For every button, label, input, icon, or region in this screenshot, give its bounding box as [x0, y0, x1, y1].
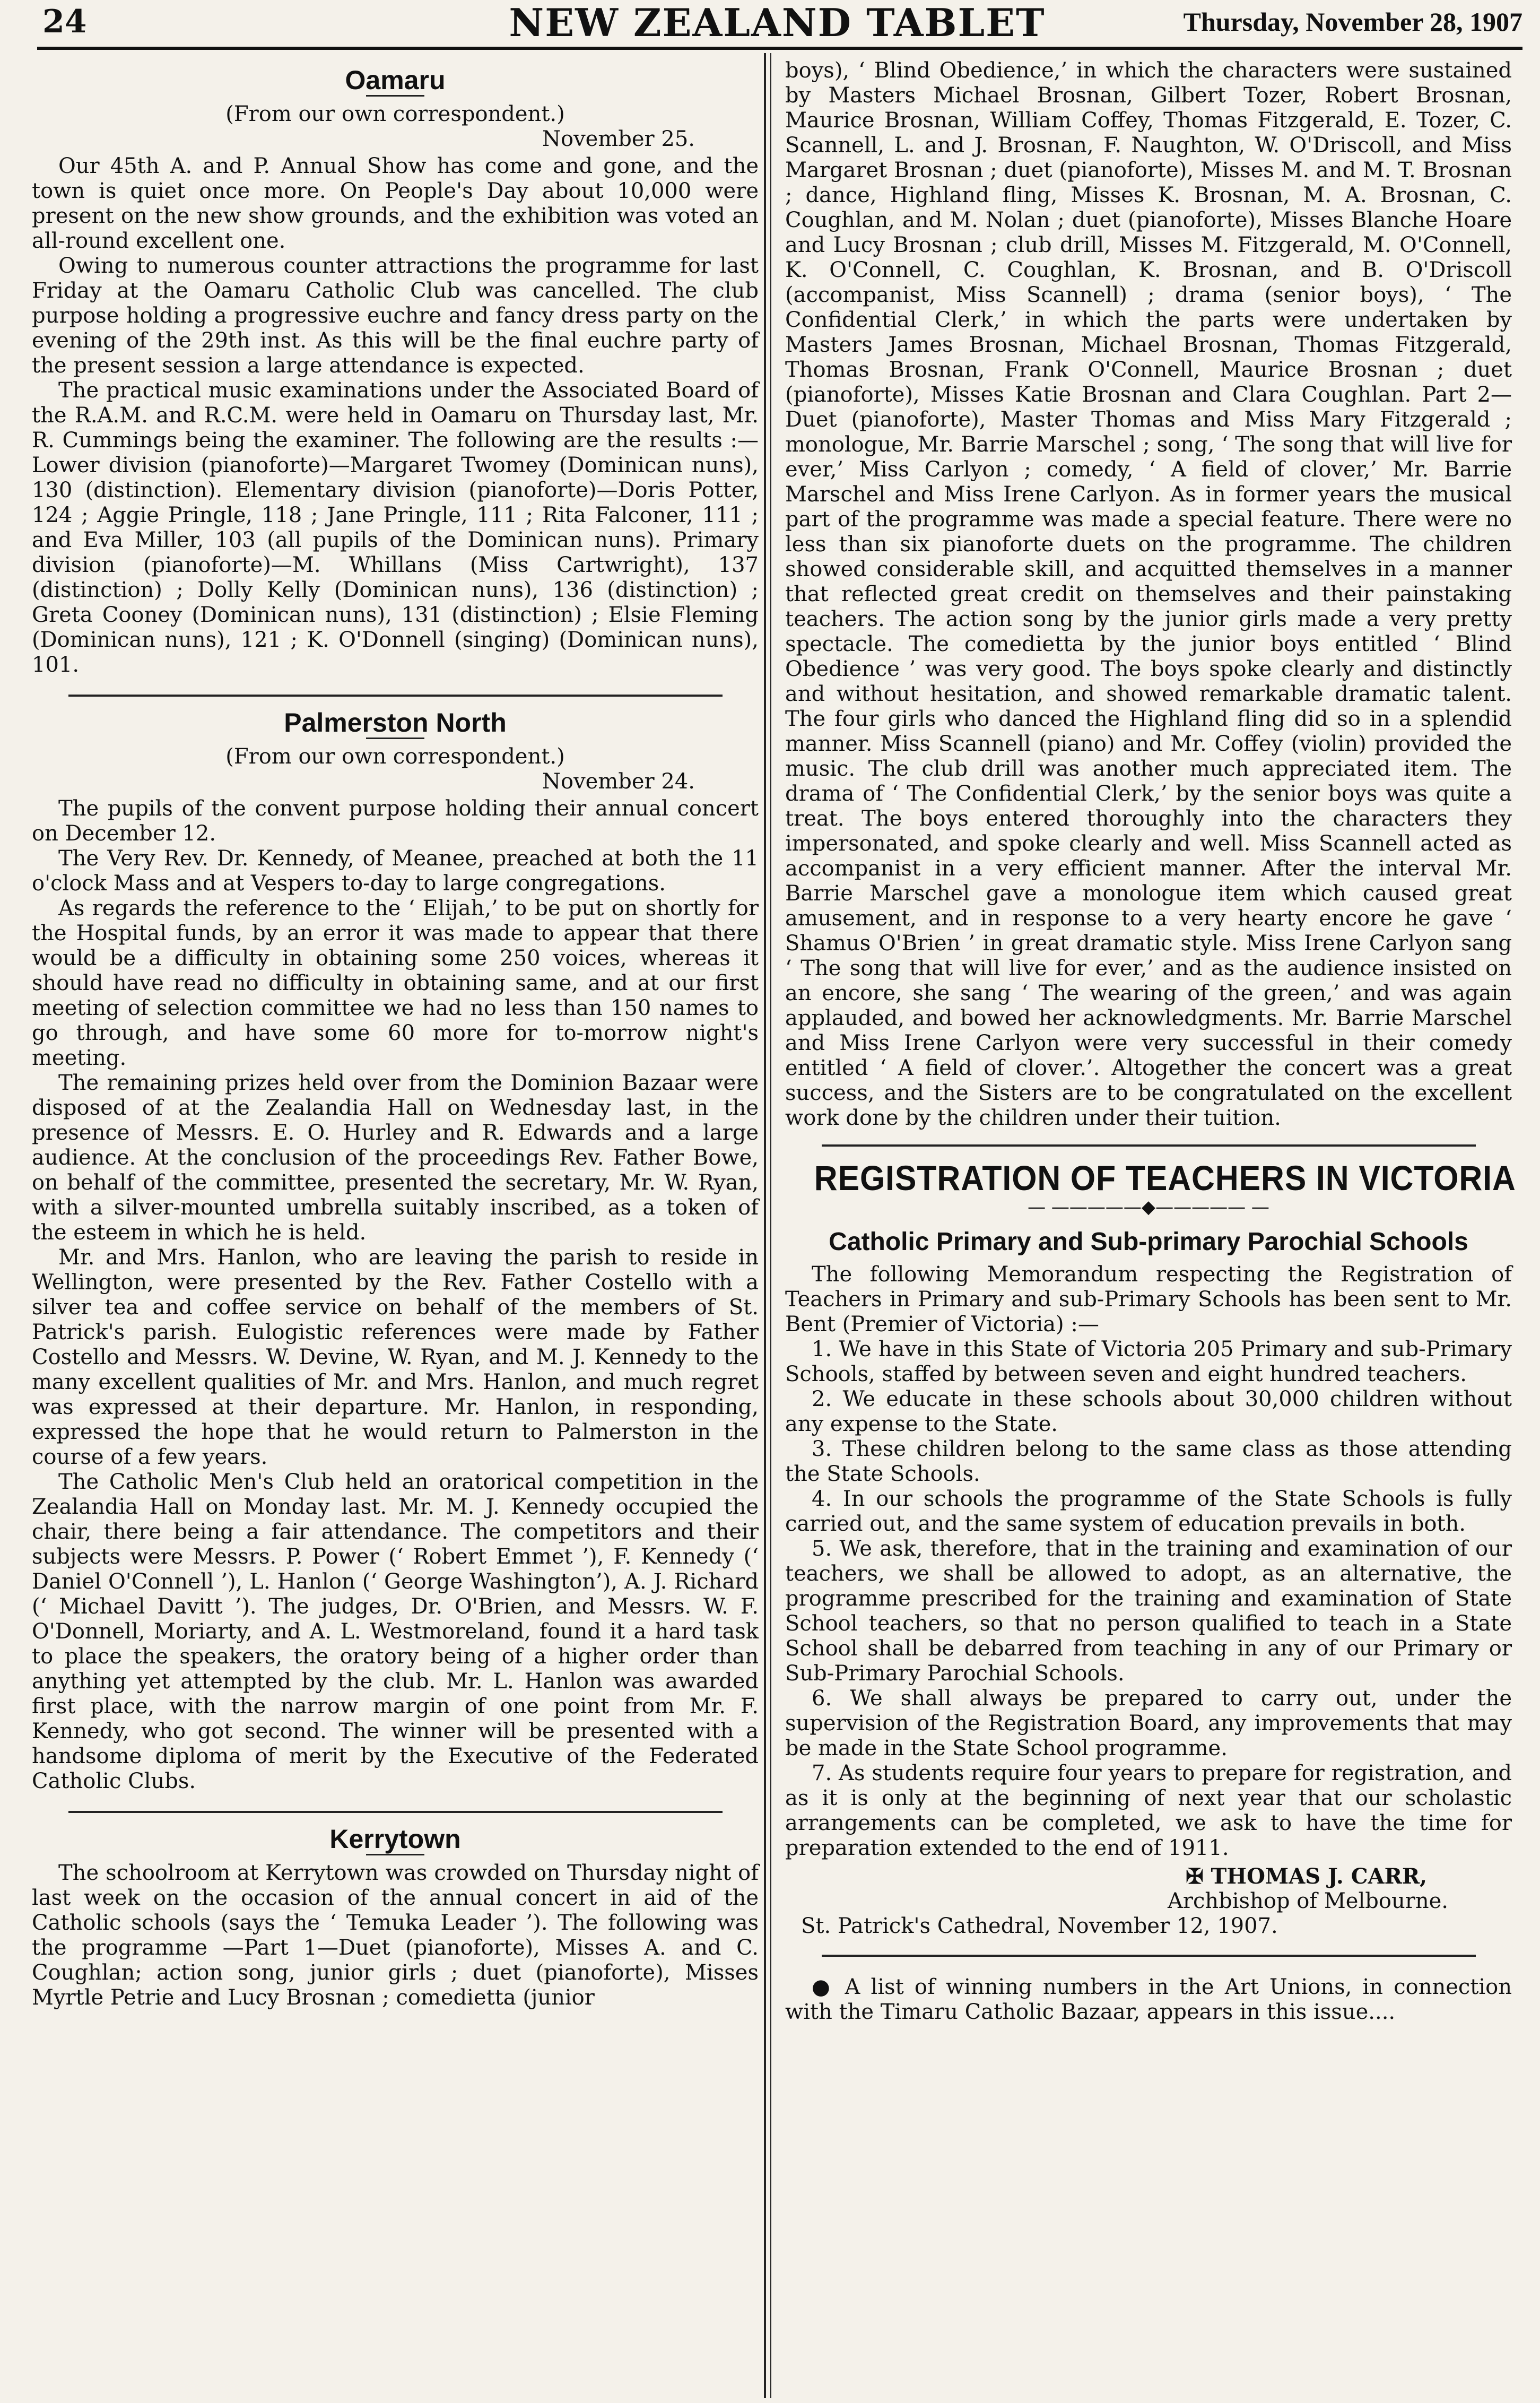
oamaru-heading: Oamaru [345, 65, 446, 95]
registration-subtitle: Catholic Primary and Sub-primary Parochial Schools [829, 1228, 1468, 1256]
oamaru-correspondent: (From our own correspondent.) [225, 102, 565, 126]
palmerston-paragraph: The Catholic Men's Club held an oratorical competition in the Zealandia Hall on Monday last. Mr. M. J. Kennedy occupied the chair, there being a fair attendance. The competitors and their subjects were Messrs. P. Power (‘ Robert Emmet ’), F. Kennedy (‘ Daniel O'Connell ’), L. Hanlon (‘ George Washington’), A. J. Richard (‘ Michael Davitt ’). The judges, Dr. O'Brien, and Messrs. W. F. O'Donnell, Moriarty, and A. L. Westmoreland, found it a hard task to place the speakers, the oratory being of a higher order than anything yet attempted by the club. Mr. L. Hanlon was awarded first place, with the narrow margin of one point from Mr. F. Kennedy, who got second. The winner will be presented with a handsome diploma of merit by the Executive of the Federated Catholic Clubs. [32, 1470, 759, 1793]
section-separator [68, 1811, 723, 1813]
memo-item-7: 7. As students require four years to prepare for registration, and as it is only at the beginning of next year that our scholastic arrangements can be completed, we ask to have the time for preparation extended to the end of 1911. [785, 1761, 1512, 1860]
registration-intro: The following Memorandum respecting the Registration of Teachers in Primary and sub-Primary Schools has been sent to Mr. Bent (Premier of Victoria) :— [785, 1262, 1512, 1337]
oamaru-paragraph: Owing to numerous counter attractions the programme for last Friday at the Oamaru Catholic Club was cancelled. The club purpose holding a progressive euchre and fancy dress party on the evening of the 29th inst. As this will be the final euchre party of the present session a large attendance is expected. [32, 254, 759, 378]
page-number: 24 [42, 3, 87, 40]
memo-item-4: 4. In our schools the programme of the State Schools is fully carried out, and the same system of education prevails in both. [785, 1487, 1512, 1536]
palmerston-correspondent: (From our own correspondent.) [225, 744, 565, 769]
memo-item-6: 6. We shall always be prepared to carry out, under the supervision of the Registration Board, any improvements that may be made in the State School programme. [785, 1686, 1512, 1760]
kerrytown-heading: Kerrytown [329, 1824, 461, 1854]
palmerston-paragraph: As regards the reference to the ‘ Elijah,’ to be put on shortly for the Hospital funds, by an error it was made to appear that there would be a difficulty in obtaining some 250 voices, whereas it should have read no difficulty in obtaining same, and at our first meeting of selection committee we had no less than 150 names to go through, and have some 60 more for to-morrow night's meeting. [32, 896, 759, 1070]
heading-dash [366, 95, 424, 97]
registration-title: REGISTRATION OF TEACHERS IN VICTORIA [814, 1158, 1516, 1198]
issue-date: Thursday, November 28, 1907 [1183, 7, 1522, 37]
column-divider-inner [770, 53, 771, 2398]
masthead [32, 0, 1522, 45]
section-separator [68, 695, 723, 697]
palmerston-paragraph: The Very Rev. Dr. Kennedy, of Meanee, preached at both the 11 o'clock Mass and at Vespers to-day to large congregations. [32, 846, 759, 896]
palmerston-paragraph: Mr. and Mrs. Hanlon, who are leaving the parish to reside in Wellington, were presented by the Rev. Father Costello with a silver tea and coffee service on behalf of the members of St. Patrick's parish. Eulogistic references were made by Father Costello and Messrs. W. Devine, W. Ryan, and M. J. Kennedy to the many excellent qualities of Mr. and Mrs. Hanlon, and much regret was expressed at their departure. Mr. Hanlon, in responding, expressed the hope that he would return to Palmerston in the course of a few years. [32, 1245, 759, 1469]
left-column [32, 58, 759, 2010]
ornament-rule: — —————◆————— — [1028, 1196, 1269, 1218]
masthead-rule [37, 47, 1522, 50]
column-divider [764, 53, 766, 2398]
oamaru-paragraph: The practical music examinations under the Associated Board of the R.A.M. and R.C.M. were held in Oamaru on Thursday last, Mr. R. Cummings being the examiner. The following are the results :—Lower division (pianoforte)—Margaret Twomey (Dominican nuns), 130 (distinction). Elementary division (pianoforte)—Doris Potter, 124 ; Aggie Pringle, 118 ; Jane Pringle, 111 ; Rita Falconer, 111 ; and Eva Miller, 103 (all pupils of the Dominican nuns). Primary division (pianoforte)—M. Whillans (Miss Cartwright), 137 (distinction) ; Dolly Kelly (Dominican nuns), 136 (distinction) ; Greta Cooney (Dominican nuns), 131 (distinction) ; Elsie Fleming (Dominican nuns), 121 ; K. O'Donnell (singing) (Dominican nuns), 101. [32, 378, 759, 677]
palmerston-paragraph: The remaining prizes held over from the Dominion Bazaar were disposed of at the Zealandia Hall on Wednesday last, in the presence of Messrs. E. O. Hurley and R. Edwards and a large audience. At the conclusion of the proceedings Rev. Father Bowe, on behalf of the committee, presented the secretary, Mr. W. Ryan, with a silver-mounted umbrella suitably inscribed, as a token of the esteem in which he is held. [32, 1071, 759, 1245]
oamaru-paragraph: Our 45th A. and P. Annual Show has come and gone, and the town is quiet once more. On People's Day about 10,000 were present on the new show grounds, and the exhibition was voted an all-round excellent one. [32, 154, 759, 253]
kerrytown-paragraph: The schoolroom at Kerrytown was crowded on Thursday night of last week on the occasion of the annual concert in aid of the Catholic schools (says the ‘ Temuka Leader ’). The following was the programme —Part 1—Duet (pianoforte), Misses A. and C. Coughlan; action song, junior girls ; duet (pianoforte), Misses Myrtle Petrie and Lucy Brosnan ; comedietta (junior [32, 1861, 759, 2010]
signature-title: Archbishop of Melbourne. [1167, 1889, 1448, 1913]
publication-title: NEW ZEALAND TABLET [509, 0, 1046, 45]
art-union-note [785, 1975, 1512, 2025]
art-union-note-text: A list of winning numbers in the Art Unions, in connection with the Timaru Catholic Bazaar, appears in this issue.... [785, 1975, 1512, 2024]
palmerston-date: November 24. [542, 769, 695, 794]
signature-name: ✠ THOMAS J. CARR, [1186, 1864, 1427, 1889]
heading-dash [366, 1854, 424, 1855]
right-column [785, 58, 1516, 2025]
section-separator [822, 1144, 1476, 1147]
memo-item-2: 2. We educate in these schools about 30,000 children without any expense to the State. [785, 1387, 1512, 1436]
section-separator [822, 1955, 1476, 1957]
bullet-icon: ● [812, 1975, 845, 1999]
memo-item-5: 5. We ask, therefore, that in the training and examination of our teachers, we shall be allowed to adopt, as an alternative, the programme prescribed for the training and examination of State School teachers, so that no person qualified to teach in a State School shall be debarred from teaching in any of our Primary or Sub-Primary Parochial Schools. [785, 1537, 1512, 1686]
memo-item-3: 3. These children belong to the same class as those attending the State Schools. [785, 1437, 1512, 1486]
palmerston-heading: Palmerston North [284, 708, 507, 738]
memo-item-1: 1. We have in this State of Victoria 205 Primary and sub-Primary Schools, staffed by between seven and eight hundred teachers. [785, 1337, 1512, 1386]
heading-dash [366, 738, 424, 739]
kerrytown-paragraph-continued: boys), ‘ Blind Obedience,’ in which the characters were sustained by Masters Michael Brosnan, Gilbert Tozer, Robert Brosnan, Maurice Brosnan, William Coffey, Thomas Fitzgerald, E. Tozer, C. Scannell, L. and J. Brosnan, F. Naughton, W. O'Driscoll, and Miss Margaret Brosnan ; duet (pianoforte), Misses M. and M. T. Brosnan ; dance, Highland fling, Misses K. Brosnan, M. A. Brosnan, C. Coughlan, and M. Nolan ; duet (pianoforte), Misses Blanche Hoare and Lucy Brosnan ; club drill, Misses M. Fitzgerald, M. O'Connell, K. O'Connell, C. Coughlan, K. Brosnan, and B. O'Driscoll (accompanist, Miss Scannell) ; drama (senior boys), ‘ The Confidential Clerk,’ in which the parts were undertaken by Masters James Brosnan, Michael Brosnan, Thomas Fitzgerald, Thomas Brosnan, Frank O'Connell, Maurice Brosnan ; duet (pianoforte), Misses Katie Brosnan and Clara Coughlan. Part 2—Duet (pianoforte), Master Thomas and Miss Mary Fitzgerald ; monologue, Mr. Barrie Marschel ; song, ‘ The song that will live for ever,’ Miss Carlyon ; comedy, ‘ A field of clover,’ Mr. Barrie Marschel and Miss Irene Carlyon. As in former years the musical part of the programme was made a special feature. There were no less than six pianoforte duets on the programme. The children showed considerable skill, and acquitted themselves in a manner that reflected great credit on themselves and their painstaking teachers. The action song by the junior girls made a very pretty spectacle. The comedietta by the junior boys entitled ‘ Blind Obedience ’ was very good. The boys spoke clearly and distinctly and without hesitation, and showed remarkable dramatic talent. The four girls who danced the Highland fling did so in a splendid manner. Miss Scannell (piano) and Mr. Coffey (violin) provided the music. The club drill was another much appreciated item. The drama of ‘ The Confidential Clerk,’ by the senior boys was quite a treat. The boys entered thoroughly into the characters they impersonated, and spoke clearly and well. Miss Scannell acted as accompanist in a very efficient manner. After the interval Mr. Barrie Marschel gave a monologue item which caused great amusement, and in response to a very hearty encore he gave ‘ Shamus O'Brien ’ in great dramatic style. Miss Irene Carlyon sang ‘ The song that will live for ever,’ and as the audience insisted on an encore, she sang ‘ The wearing of the green,’ and was again applauded, and bowed her acknowledgments. Mr. Barrie Marschel and Miss Irene Carlyon were very successful in their comedy entitled ‘ A field of clover.’. Altogether the concert was a great success, and the Sisters are to be congratulated on the excellent work done by the children under their tuition. [785, 58, 1512, 1130]
signature-place-date: St. Patrick's Cathedral, November 12, 1907. [801, 1914, 1278, 1938]
palmerston-paragraph: The pupils of the convent purpose holding their annual concert on December 12. [32, 796, 759, 846]
oamaru-date: November 25. [542, 127, 695, 151]
